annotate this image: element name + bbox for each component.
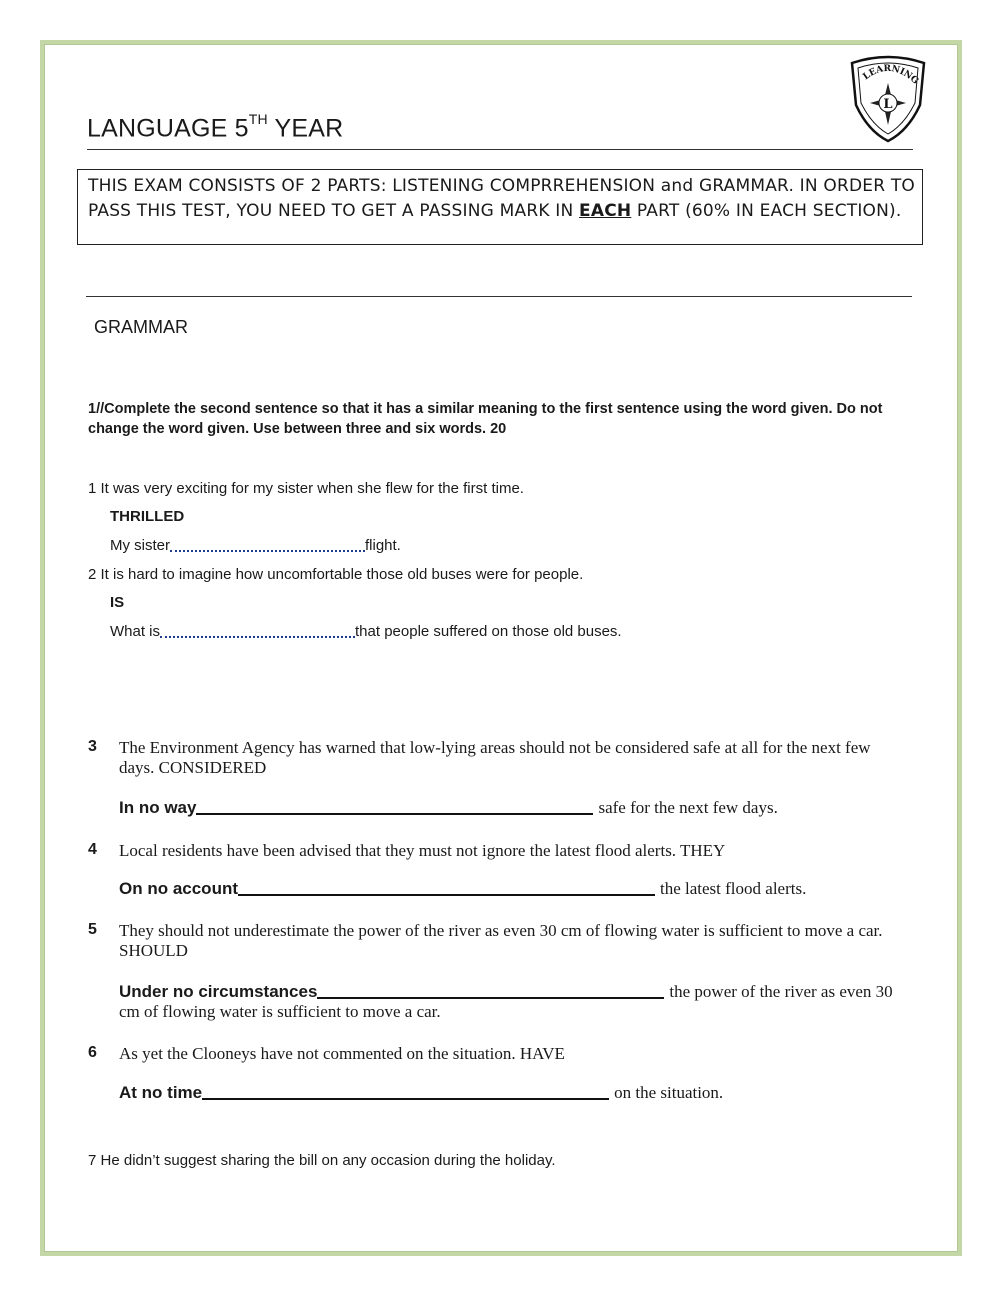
question-number: 3 (88, 738, 97, 755)
question-3-answer: In no way safe for the next few days. (119, 798, 778, 817)
question-text: As yet the Clooneys have not commented on the situation. HAVE (119, 1044, 565, 1063)
answer-blank-3[interactable] (196, 799, 593, 815)
exam-notice-box: THIS EXAM CONSISTS OF 2 PARTS: LISTENING COMPRREHENSION and GRAMMAR. IN ORDER TO PASS THIS TEST, YOU NEED TO GET A PASSING MARK IN EACH PART (60% IN EACH SECTION). (77, 169, 923, 245)
section-divider (86, 296, 912, 297)
answer-blank-6[interactable] (202, 1084, 609, 1100)
answer-blank-2[interactable] (160, 624, 355, 638)
question-text: The Environment Agency has warned that low-lying areas should not be considered safe at all for the next few days. CONSIDERED (119, 738, 871, 777)
question-2-sentence: 2 It is hard to imagine how uncomfortable those old buses were for people. (88, 566, 584, 583)
question-4-answer: On no account the latest flood alerts. (119, 879, 807, 898)
question-2-keyword: IS (110, 594, 125, 611)
question-number: 6 (88, 1044, 97, 1061)
section-title: GRAMMAR (94, 317, 188, 337)
svg-text:L: L (883, 97, 893, 112)
title-divider (87, 149, 913, 150)
question-6-answer: At no time on the situation. (119, 1083, 724, 1102)
question-5-answer: Under no circumstances the power of the river as even 30 cm of flowing water is sufficient to move a car. (119, 982, 893, 1021)
answer-blank-4[interactable] (238, 880, 655, 896)
question-1-keyword: THRILLED (110, 508, 185, 525)
question-1-sentence: 1 It was very exciting for my sister when she flew for the first time. (88, 480, 524, 497)
question-text: Local residents have been advised that they must not ignore the latest flood alerts. THEY (119, 841, 726, 860)
answer-blank-1[interactable] (170, 538, 365, 552)
question-text: They should not underestimate the power of the river as even 30 cm of flowing water is sufficient to move a car. SHOULD (119, 921, 883, 960)
question-1-answer: My sister flight. (110, 537, 401, 554)
answer-blank-5[interactable] (317, 983, 664, 999)
page-title: LANGUAGE 5TH YEAR (87, 111, 344, 143)
question-number: 5 (88, 921, 97, 938)
school-crest-logo (846, 53, 930, 143)
question-number: 4 (88, 841, 97, 858)
question-7-sentence: 7 He didn’t suggest sharing the bill on any occasion during the holiday. (88, 1152, 556, 1169)
svg-text:LEARNING: LEARNING (861, 63, 921, 87)
question-2-answer: What is that people suffered on those old buses. (110, 623, 622, 640)
exercise-instruction: 1//Complete the second sentence so that it has a similar meaning to the first sentence using the word given. Do not change the word given. Use between three and six words. 20 (88, 401, 883, 437)
